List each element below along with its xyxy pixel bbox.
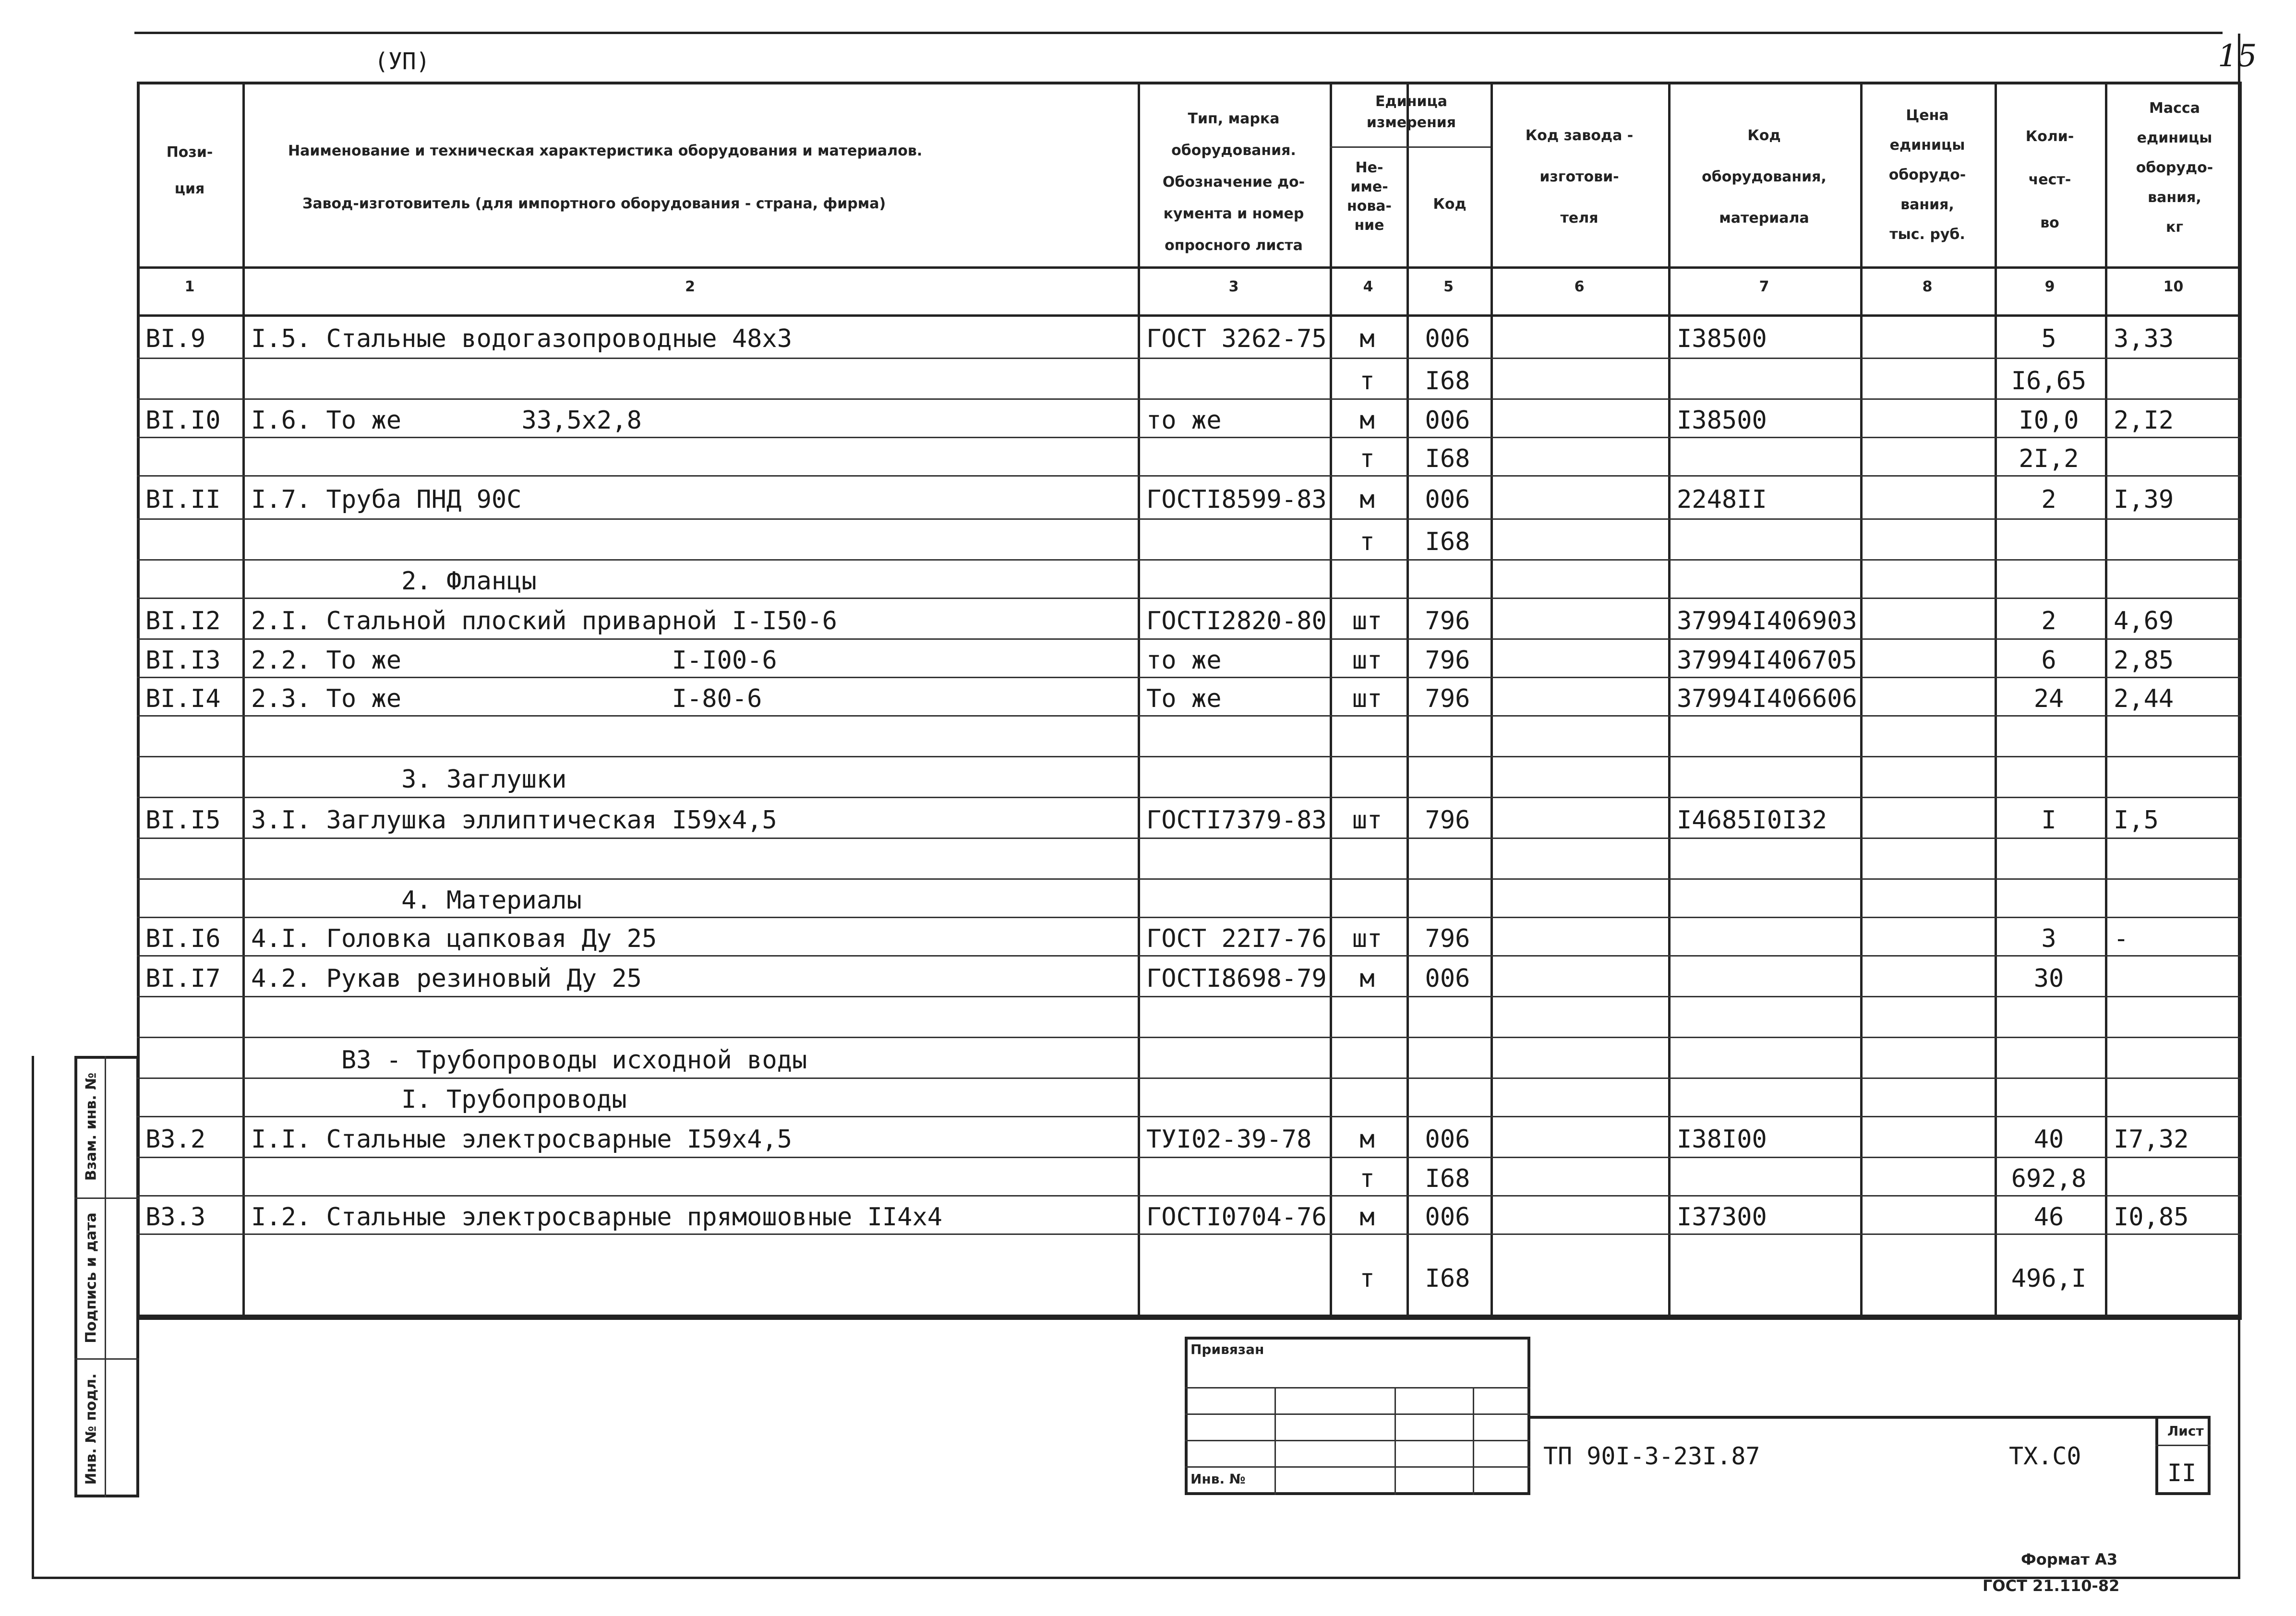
table-cell-qty: 40 <box>2033 1125 2064 1154</box>
attached-hline-1 <box>1185 1387 1530 1389</box>
table-cell-doc: ГОСТI8698-79 <box>1146 964 1327 993</box>
header-mass <box>2107 94 2242 242</box>
table-cell-unit: шт <box>1352 684 1382 713</box>
table-cell-pos: BI.II <box>145 485 221 514</box>
table-cell-name: I.6. То же 33,5x2,8 <box>251 406 642 435</box>
column-number: 3 <box>1228 278 1239 295</box>
header-unit <box>1332 91 1491 133</box>
table-cell-qty: 24 <box>2033 684 2064 713</box>
row-line <box>137 598 2242 599</box>
table-cell-code: 796 <box>1425 924 1470 953</box>
header-type-line1: Тип, марка <box>1188 110 1280 127</box>
header-unit-line1: Единица <box>1375 93 1447 110</box>
table-cell-unit: шт <box>1352 606 1382 635</box>
table-cell-pos: BI.I6 <box>145 924 221 953</box>
header-name <box>245 125 1176 230</box>
header-position-line1: Пози- <box>166 144 213 161</box>
header-factory-code <box>1493 115 1666 239</box>
header-price <box>1863 101 1992 250</box>
header-position <box>139 134 240 207</box>
column-number: 9 <box>2044 278 2055 295</box>
table-cell-name: I.7. Труба ПНД 90С <box>251 485 522 514</box>
row-line <box>137 1116 2242 1117</box>
document-code: ТХ.С0 <box>2009 1442 2081 1470</box>
table-cell-matcode: I38500 <box>1677 324 1767 353</box>
header-type-line4: кумента и номер <box>1163 205 1304 222</box>
header-position-line2: ция <box>174 180 205 197</box>
header-material-line1: Код <box>1747 127 1781 144</box>
table-cell-code: I68 <box>1425 366 1470 395</box>
header-price-line5: тыс. руб. <box>1889 226 1965 243</box>
table-cell-doc: ГОСТ 22I7-76 <box>1146 924 1327 953</box>
table-cell-qty: 692,8 <box>2011 1164 2087 1193</box>
header-mass-line5: кг <box>2165 219 2184 236</box>
table-cell-doc: ТУI02-39-78 <box>1146 1125 1312 1154</box>
table-cell-doc: ГОСТI2820-80 <box>1146 606 1327 635</box>
table-cell-pos: BI.I5 <box>145 805 221 835</box>
column-number: 2 <box>685 278 695 295</box>
table-cell-mass: I7,32 <box>2114 1125 2189 1154</box>
row-line <box>137 1195 2242 1197</box>
column-number: 8 <box>1922 278 1933 295</box>
header-type-line3: Обозначение до- <box>1162 174 1305 191</box>
row-line <box>137 437 2242 438</box>
table-cell-name: 3.I. Заглушка эллиптическая I59x4,5 <box>251 805 777 835</box>
header-quantity-line3: во <box>2040 215 2059 231</box>
table-cell-name: 2.I. Стальной плоский приварной I-I50-6 <box>251 606 837 635</box>
header-name-line1: Наименование и техническая характеристика оборудования и материалов. <box>288 143 923 159</box>
table-cell-pos: BI.I7 <box>145 964 221 993</box>
table-cell-unit: т <box>1359 1164 1375 1193</box>
table-cell-code: I68 <box>1425 1264 1470 1293</box>
table-cell-doc: ГОСТI8599-83 <box>1146 485 1327 514</box>
table-cell-unit: шт <box>1352 924 1382 953</box>
attached-hline-3 <box>1185 1440 1530 1441</box>
table-cell-code: 006 <box>1425 324 1470 353</box>
table-cell-qty: 30 <box>2033 964 2064 993</box>
column-number: 10 <box>2163 278 2184 295</box>
table-cell-code: I68 <box>1425 527 1470 556</box>
table-cell-qty: 496,I <box>2011 1264 2087 1293</box>
table-cell-mass: 3,33 <box>2114 324 2174 353</box>
header-unit-name <box>1332 158 1406 235</box>
table-cell-matcode: I37300 <box>1677 1203 1767 1232</box>
table-cell-doc: ГОСТ 3262-75 <box>1146 324 1327 353</box>
column-number: 5 <box>1443 278 1454 295</box>
attached-vline-2 <box>1394 1387 1396 1495</box>
table-cell-name: 2.2. То же I-I00-6 <box>251 646 777 675</box>
table-cell-pos: В3.3 <box>145 1203 206 1232</box>
table-cell-unit: м <box>1359 1203 1375 1232</box>
table-cell-name: I.I. Стальные электросварные I59x4,5 <box>251 1125 793 1154</box>
table-cell-matcode: 37994I406903 <box>1677 606 1857 635</box>
header-factory-line1: Код завода - <box>1525 127 1634 144</box>
header-type-line5: опросного листа <box>1165 237 1303 254</box>
table-cell-mass: 2,85 <box>2114 646 2174 675</box>
attached-label: Привязан <box>1190 1341 1264 1357</box>
header-price-line2: единицы <box>1889 137 1965 154</box>
table-cell-qty: 2 <box>2041 606 2056 635</box>
table-cell-mass: I0,85 <box>2114 1203 2189 1232</box>
table-cell-mass: I,5 <box>2114 805 2159 835</box>
table-cell-code: I68 <box>1425 444 1470 473</box>
attached-vline-1 <box>1274 1387 1276 1495</box>
row-line <box>137 715 2242 717</box>
table-cell-name: I. Трубопроводы <box>251 1085 627 1114</box>
header-quantity-line2: чест- <box>2028 171 2071 188</box>
header-name-line2: Завод-изготовитель (для импортного оборудования - страна, фирма) <box>302 195 886 212</box>
table-cell-code: I68 <box>1425 1164 1470 1193</box>
number-row-bottom-line <box>137 314 2242 317</box>
header-material-code <box>1671 115 1858 239</box>
header-material-line2: оборудования, <box>1702 168 1827 185</box>
column-number: 7 <box>1759 278 1769 295</box>
table-cell-unit: м <box>1359 324 1375 353</box>
row-line <box>137 917 2242 918</box>
side-stamp-divider <box>105 1056 106 1497</box>
table-cell-code: 006 <box>1425 1203 1470 1232</box>
sheet-number: II <box>2167 1459 2197 1487</box>
column-number: 4 <box>1363 278 1373 295</box>
header-price-line4: вания, <box>1900 196 1954 213</box>
header-price-line1: Цена <box>1906 107 1949 124</box>
row-line <box>137 1233 2242 1235</box>
row-line <box>137 1157 2242 1158</box>
sheet-box-divider <box>2155 1445 2211 1446</box>
side-label-original-inv: Инв. № подл. <box>83 1373 100 1485</box>
project-number: ТП 90I-3-23I.87 <box>1543 1442 1760 1470</box>
header-type-line2: оборудования. <box>1171 142 1296 159</box>
table-cell-pos: В3.2 <box>145 1125 206 1154</box>
header-material-line3: материала <box>1719 210 1809 227</box>
table-cell-doc: ГОСТI0704-76 <box>1146 1203 1327 1232</box>
table-cell-qty: I0,0 <box>2019 406 2079 435</box>
row-line <box>137 638 2242 640</box>
header-unit-line2: измерения <box>1366 114 1456 131</box>
attached-hline-2 <box>1185 1413 1530 1415</box>
row-line <box>137 878 2242 880</box>
bottom-border-line <box>32 1577 2240 1579</box>
sheet-label: Лист <box>2167 1423 2204 1439</box>
row-line <box>137 358 2242 359</box>
row-line <box>137 838 2242 839</box>
row-line <box>137 756 2242 757</box>
header-mass-line3: оборудо- <box>2136 159 2213 176</box>
table-bottom-line <box>137 1317 2242 1320</box>
table-cell-name: 3. Заглушки <box>251 765 567 794</box>
header-price-line3: оборудо- <box>1888 167 1966 183</box>
unit-header-divider <box>1330 146 1491 148</box>
table-cell-mass: 4,69 <box>2114 606 2174 635</box>
table-cell-mass: 2,44 <box>2114 684 2174 713</box>
top-border-line <box>134 32 2223 34</box>
table-cell-qty: 2 <box>2041 485 2056 514</box>
row-line <box>137 1037 2242 1038</box>
table-cell-doc: то же <box>1146 406 1222 435</box>
table-cell-code: 796 <box>1425 606 1470 635</box>
table-cell-unit: м <box>1359 964 1375 993</box>
table-cell-mass: - <box>2114 924 2129 953</box>
table-cell-unit: м <box>1359 1125 1375 1154</box>
row-line <box>137 677 2242 678</box>
row-line <box>137 955 2242 957</box>
row-line <box>137 475 2242 477</box>
table-cell-matcode: I38I00 <box>1677 1125 1767 1154</box>
table-cell-unit: м <box>1359 406 1375 435</box>
table-cell-qty: I <box>2041 805 2056 835</box>
side-label-signature-date: Подпись и дата <box>83 1212 100 1343</box>
table-cell-code: 006 <box>1425 1125 1470 1154</box>
inventory-label: Инв. № <box>1190 1471 1246 1487</box>
header-bottom-line <box>137 266 2242 269</box>
table-cell-name: 2.3. То же I-80-6 <box>251 684 762 713</box>
table-cell-unit: шт <box>1352 646 1382 675</box>
table-cell-pos: BI.I0 <box>145 406 221 435</box>
row-line <box>137 1077 2242 1079</box>
table-cell-qty: I6,65 <box>2011 366 2087 395</box>
page-number: 15 <box>2218 38 2257 74</box>
table-cell-unit: т <box>1359 527 1375 556</box>
table-cell-doc: то же <box>1146 646 1222 675</box>
left-border-line <box>32 1056 34 1579</box>
table-cell-mass: 2,I2 <box>2114 406 2174 435</box>
table-cell-pos: BI.I2 <box>145 606 221 635</box>
header-mass-line2: единицы <box>2137 130 2212 146</box>
table-cell-name: 4.I. Головка цапковая Ду 25 <box>251 924 657 953</box>
header-type <box>1140 103 1327 262</box>
table-cell-qty: 5 <box>2041 324 2056 353</box>
table-cell-name: В3 - Трубопроводы исходной воды <box>251 1045 807 1075</box>
table-cell-name: I.2. Стальные электросварные прямошовные II4x4 <box>251 1203 943 1232</box>
attached-hline-4 <box>1185 1466 1530 1468</box>
header-unit-name-line4: ние <box>1354 217 1384 234</box>
table-cell-mass: I,39 <box>2114 485 2174 514</box>
table-cell-code: 006 <box>1425 964 1470 993</box>
table-cell-qty: 6 <box>2041 646 2056 675</box>
table-cell-qty: 46 <box>2033 1203 2064 1232</box>
header-factory-line2: изготови- <box>1539 168 1619 185</box>
table-cell-code: 796 <box>1425 805 1470 835</box>
header-mass-line1: Масса <box>2149 100 2200 117</box>
table-cell-code: 796 <box>1425 684 1470 713</box>
table-cell-unit: т <box>1359 1264 1375 1293</box>
side-label-replaced-inv: Взам. инв. № <box>83 1072 100 1181</box>
header-quantity <box>1997 115 2103 245</box>
table-cell-name: 2. Фланцы <box>251 567 537 596</box>
table-cell-matcode: 2248II <box>1677 485 1767 514</box>
row-line <box>137 559 2242 561</box>
table-cell-unit: м <box>1359 485 1375 514</box>
column-number: 6 <box>1574 278 1585 295</box>
table-cell-code: 796 <box>1425 646 1470 675</box>
attached-vline-3 <box>1473 1387 1474 1495</box>
standard-label: ГОСТ 21.110-82 <box>1983 1577 2120 1595</box>
table-cell-name: 4.2. Рукав резиновый Ду 25 <box>251 964 642 993</box>
table-cell-pos: BI.9 <box>145 324 206 353</box>
table-cell-matcode: I4685I0I32 <box>1677 805 1827 835</box>
table-cell-code: 006 <box>1425 485 1470 514</box>
header-unit-name-line3: нова- <box>1346 198 1392 215</box>
table-cell-matcode: 37994I406705 <box>1677 646 1857 675</box>
row-line <box>137 996 2242 997</box>
row-line <box>137 398 2242 400</box>
format-label: Формат А3 <box>2021 1550 2118 1568</box>
table-cell-qty: 2I,2 <box>2019 444 2079 473</box>
table-cell-doc: ГОСТI7379-83 <box>1146 805 1327 835</box>
header-unit-code: Код <box>1433 196 1467 213</box>
table-cell-unit: шт <box>1352 805 1382 835</box>
table-cell-code: 006 <box>1425 406 1470 435</box>
table-cell-name: 4. Материалы <box>251 886 582 915</box>
table-cell-doc: То же <box>1146 684 1222 713</box>
table-cell-qty: 3 <box>2041 924 2056 953</box>
table-cell-unit: т <box>1359 366 1375 395</box>
header-quantity-line1: Коли- <box>2025 128 2074 145</box>
header-factory-line3: теля <box>1560 210 1599 227</box>
row-line <box>137 797 2242 798</box>
header-unit-name-line2: име- <box>1350 179 1388 195</box>
header-unit-name-line1: Не- <box>1355 159 1383 176</box>
table-cell-unit: т <box>1359 444 1375 473</box>
table-cell-name: I.5. Стальные водогазопроводные 48x3 <box>251 324 793 353</box>
table-cell-matcode: I38500 <box>1677 406 1767 435</box>
table-cell-pos: BI.I3 <box>145 646 221 675</box>
table-cell-pos: BI.I4 <box>145 684 221 713</box>
row-line <box>137 518 2242 520</box>
table-cell-matcode: 37994I406606 <box>1677 684 1857 713</box>
corner-label: (УП) <box>374 48 430 75</box>
header-mass-line4: вания, <box>2148 189 2201 206</box>
column-number: 1 <box>184 278 195 295</box>
